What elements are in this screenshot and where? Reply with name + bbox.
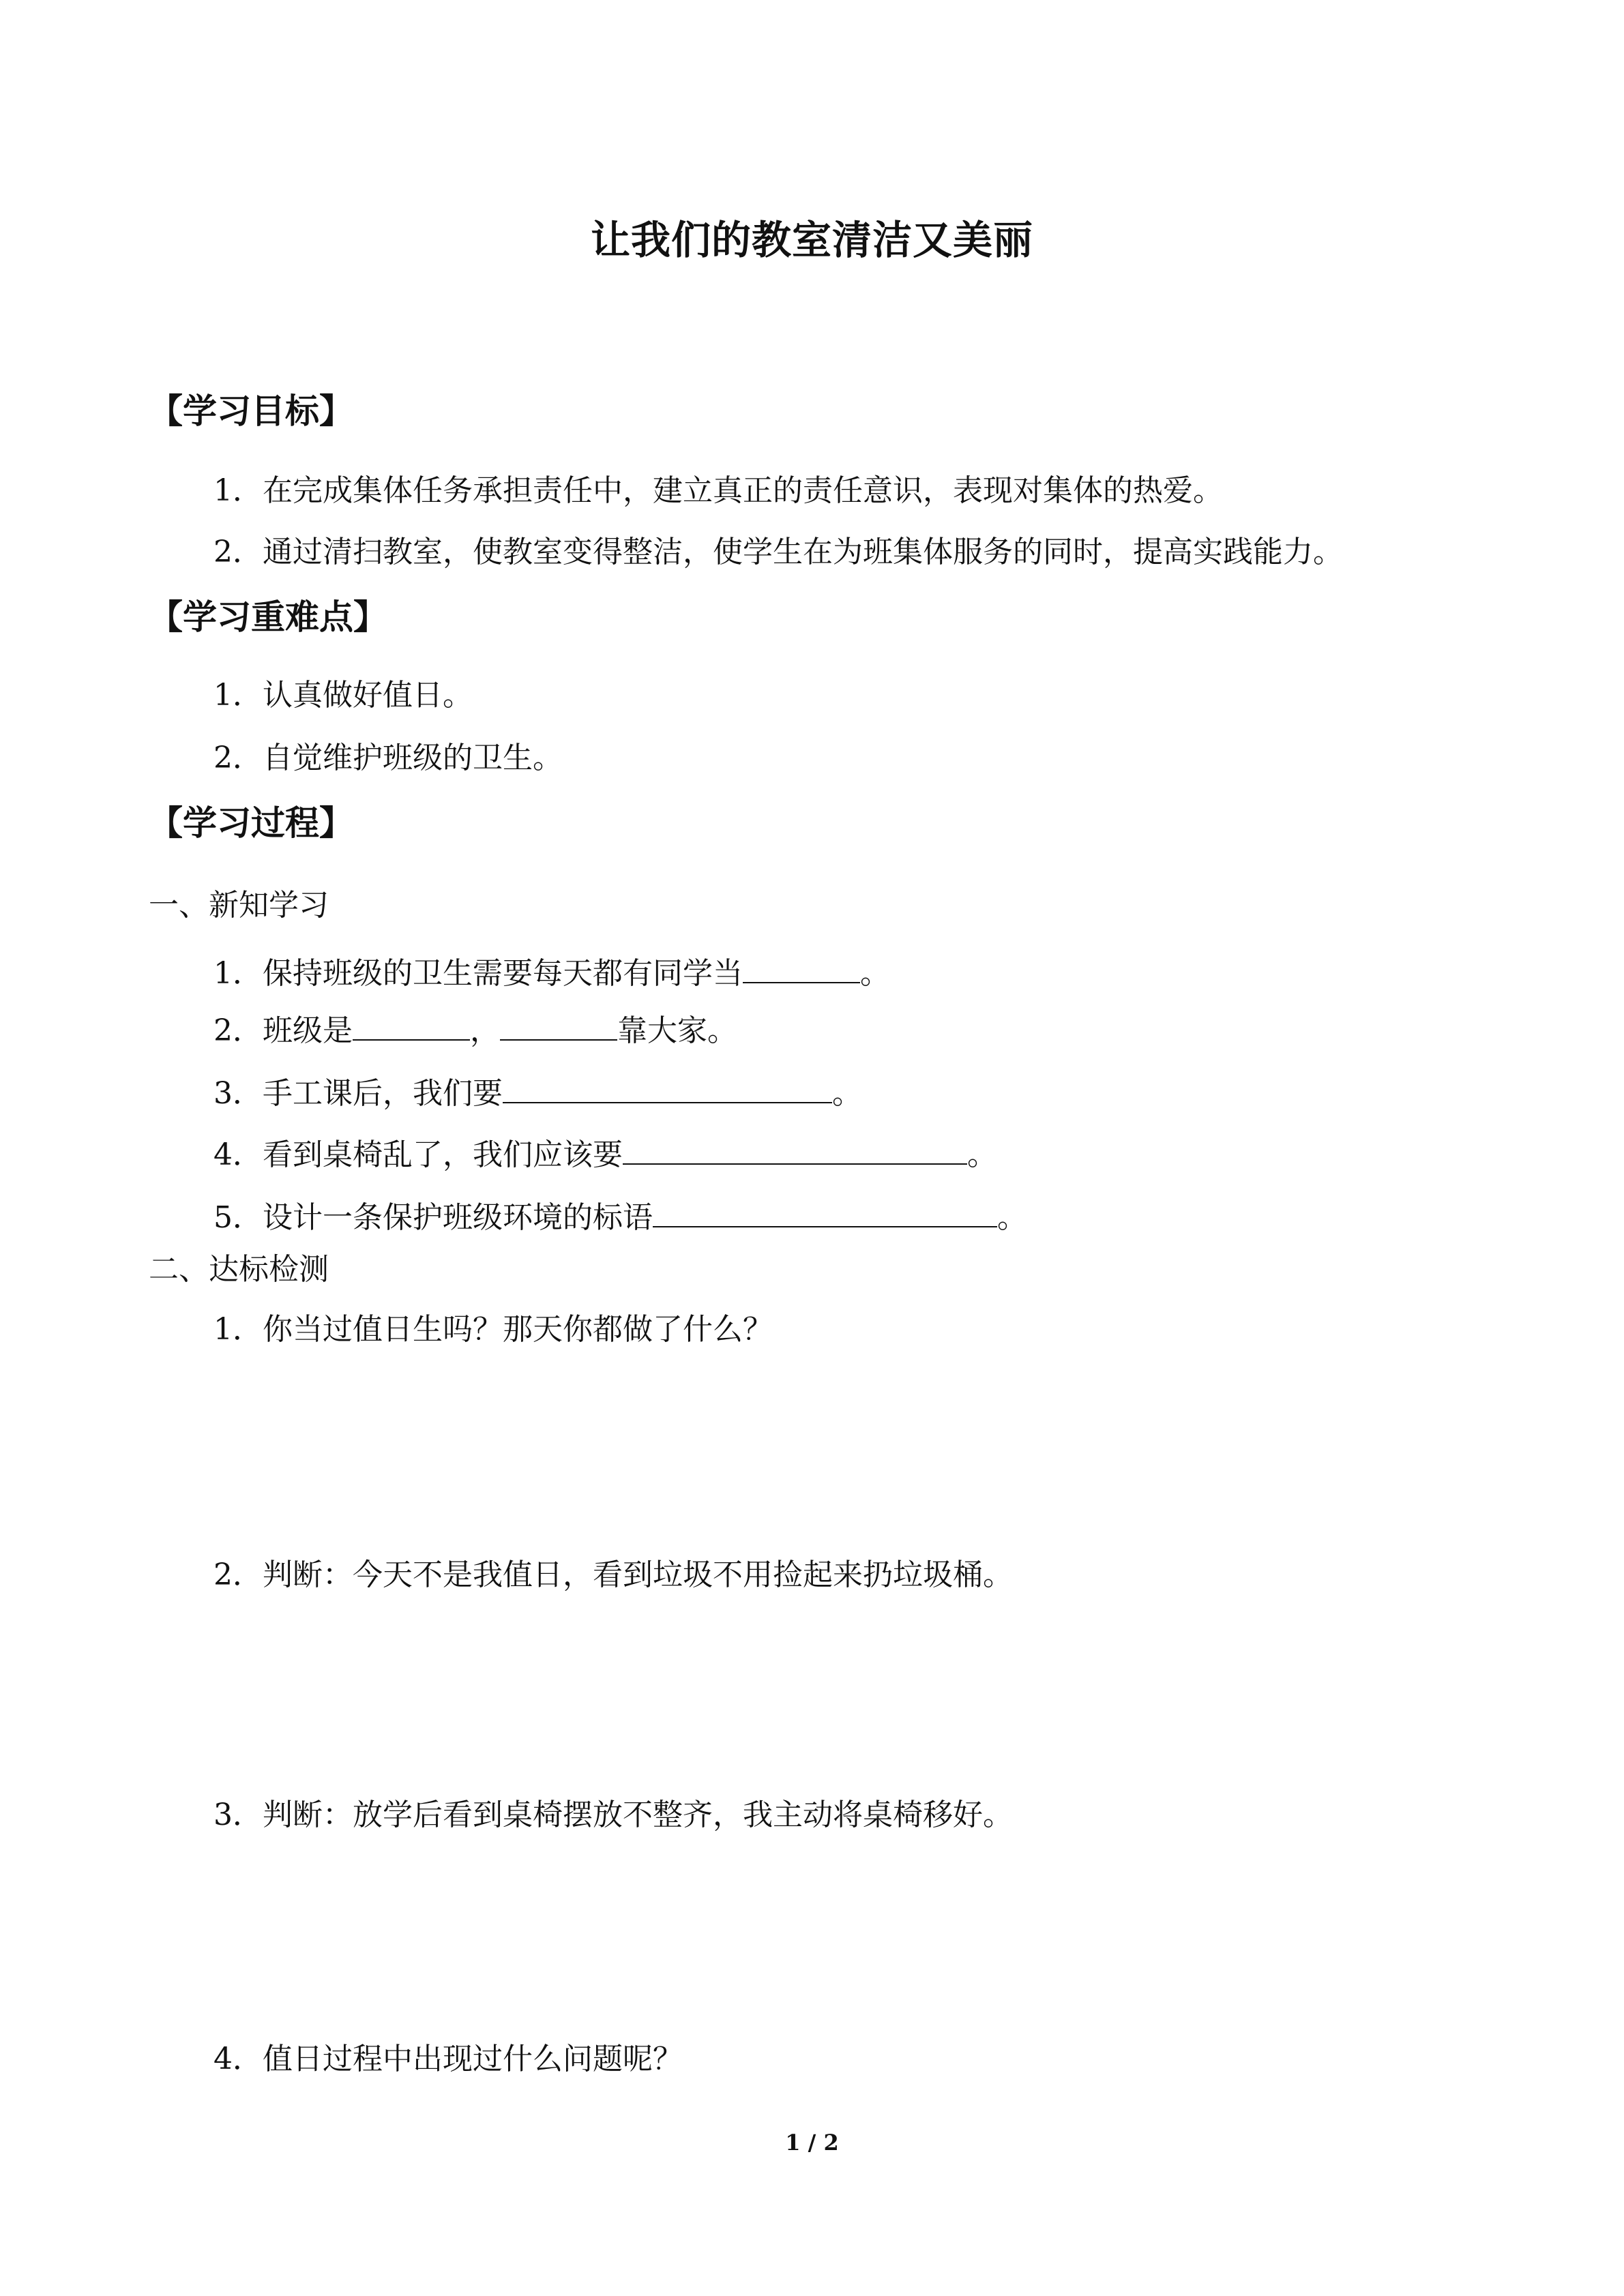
question-text-end: 。 xyxy=(860,956,890,991)
question-new-4 xyxy=(213,1131,997,1176)
page-title: 让我们的教室清洁又美丽 xyxy=(590,217,1033,263)
question-new-1 xyxy=(213,949,890,994)
answer-blank[interactable] xyxy=(353,1007,470,1041)
question-text: 1．保持班级的卫生需要每天都有同学当 xyxy=(213,956,743,991)
question-text-end: 靠大家。 xyxy=(617,1013,737,1048)
question-text: 2．班级是 xyxy=(213,1013,353,1048)
key-point-item-2: 2．自觉维护班级的卫生。 xyxy=(213,741,563,775)
key-point-item-1: 1．认真做好值日。 xyxy=(213,678,473,713)
question-new-2 xyxy=(213,1007,737,1052)
assessment-question-2: 2．判断：今天不是我值日，看到垃圾不用捡起来扔垃圾桶。 xyxy=(213,1557,1013,1592)
assessment-question-1: 1．你当过值日生吗？那天你都做了什么？ xyxy=(213,1312,773,1347)
question-text: 4．看到桌椅乱了，我们应该要 xyxy=(213,1137,623,1172)
section-heading-goals: 【学习目标】 xyxy=(149,391,353,431)
answer-blank[interactable] xyxy=(743,949,860,983)
page-number: 1 / 2 xyxy=(785,2130,839,2156)
question-text: 3．手工课后，我们要 xyxy=(213,1076,503,1111)
answer-blank[interactable] xyxy=(653,1193,997,1227)
question-text-end: 。 xyxy=(997,1200,1027,1235)
goal-item-1: 1．在完成集体任务承担责任中，建立真正的责任意识，表现对集体的热爱。 xyxy=(213,473,1223,508)
question-new-5 xyxy=(213,1193,1027,1238)
question-text-end: 。 xyxy=(967,1137,997,1172)
answer-blank[interactable] xyxy=(500,1007,617,1041)
answer-blank[interactable] xyxy=(623,1131,967,1165)
assessment-question-3: 3．判断：放学后看到桌椅摆放不整齐，我主动将桌椅移好。 xyxy=(213,1798,1013,1832)
question-text-middle: ， xyxy=(470,1013,500,1048)
assessment-question-4: 4．值日过程中出现过什么问题呢？ xyxy=(213,2042,683,2076)
question-text-end: 。 xyxy=(832,1076,862,1111)
part-heading-new-knowledge: 一、新知学习 xyxy=(149,888,329,923)
part-heading-assessment: 二、达标检测 xyxy=(149,1252,329,1287)
question-text: 5．设计一条保护班级环境的标语 xyxy=(213,1200,653,1235)
section-heading-key-points: 【学习重难点】 xyxy=(149,597,387,637)
question-new-3 xyxy=(213,1069,862,1114)
section-heading-process: 【学习过程】 xyxy=(149,803,353,843)
goal-item-2: 2．通过清扫教室，使教室变得整洁，使学生在为班集体服务的同时，提高实践能力。 xyxy=(213,535,1343,569)
answer-blank[interactable] xyxy=(503,1069,832,1103)
